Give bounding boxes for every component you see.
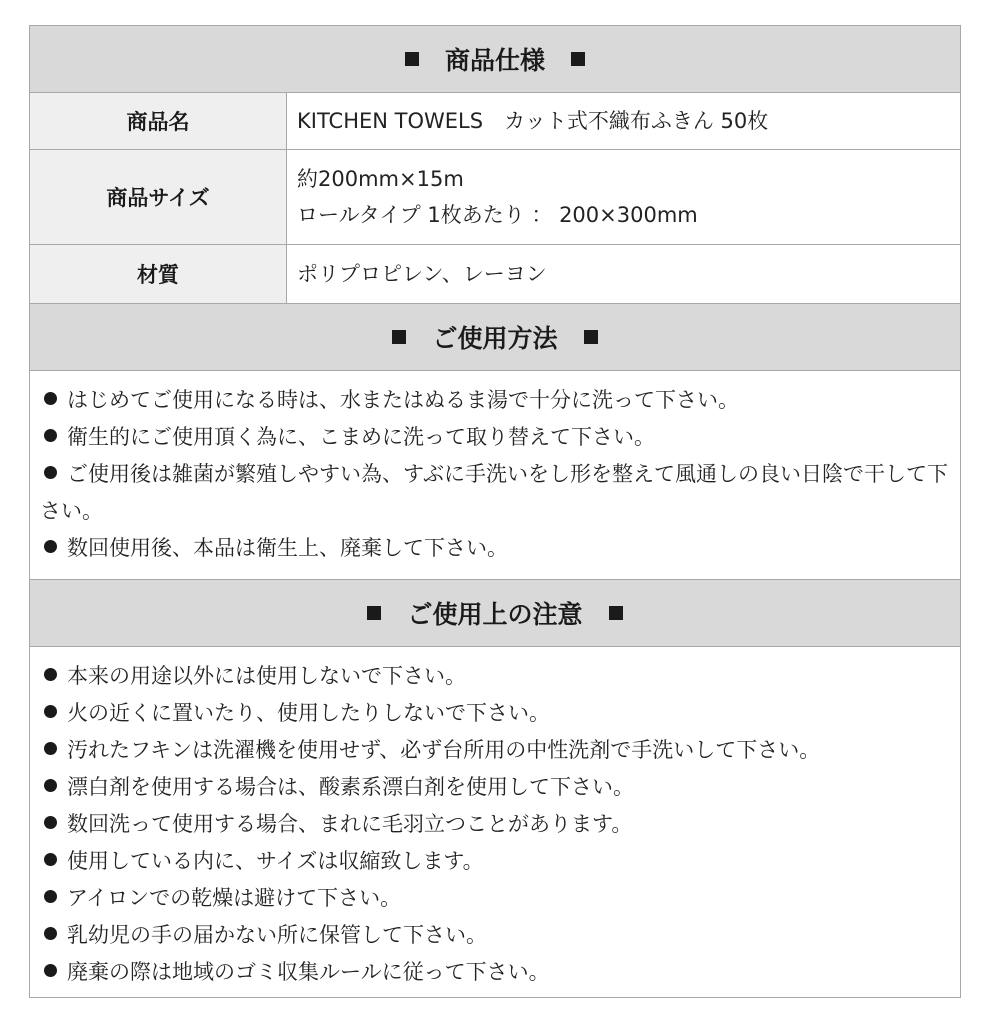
spec-value [287,245,960,303]
list-item [40,954,952,991]
bullet-dot-icon [44,964,57,977]
bullet-dot-icon [44,779,57,792]
usage-list [30,371,960,580]
bullet-dot-icon [44,927,57,940]
cautions-section-header [30,580,960,647]
bullet-dot-icon [44,429,57,442]
list-item [40,456,952,530]
list-item [40,769,952,806]
spec-label: 商品サイズ [30,150,287,244]
square-bullet-icon [609,606,623,620]
list-item-text: アイロンでの乾燥は避けて下さい。 [67,886,402,910]
list-item [40,658,952,695]
bullet-dot-icon [44,668,57,681]
usage-section-header [30,304,960,371]
spec-value [287,150,960,244]
list-item-text: 数回洗って使用する場合、まれに毛羽立つことがあります。 [67,812,633,836]
list-item [40,695,952,732]
list-item-text: 数回使用後、本品は衛生上、廃棄して下さい。 [67,536,508,560]
list-item-text: 汚れたフキンは洗濯機を使用せず、必ず台所用の中性洗剤で手洗いして下さい。 [67,738,821,762]
product-info-sheet [29,25,961,998]
list-item-text: 廃棄の際は地域のゴミ収集ルールに従って下さい。 [67,960,550,984]
list-item-text: 本来の用途以外には使用しないで下さい。 [67,664,466,688]
usage-section-title: ご使用方法 [432,324,558,353]
list-item [40,530,952,567]
list-item-text: 漂白剤を使用する場合は、酸素系漂白剤を使用して下さい。 [67,775,634,799]
bullet-dot-icon [44,392,57,405]
bullet-dot-icon [44,466,57,479]
list-item [40,917,952,954]
square-bullet-icon [405,52,419,66]
cautions-section-title: ご使用上の注意 [407,600,583,629]
list-item [40,382,952,419]
spec-value-line: 約200mm×15m [297,167,464,191]
spec-label: 材質 [30,245,287,303]
bullet-dot-icon [44,890,57,903]
bullet-dot-icon [44,853,57,866]
spec-row-product-size [30,150,960,245]
list-item-text: 衛生的にご使用頂く為に、こまめに洗って取り替えて下さい。 [67,425,655,449]
spec-label: 商品名 [30,93,287,149]
list-item-text: はじめてご使用になる時は、水またはぬるま湯で十分に洗って下さい。 [67,388,739,412]
bullet-dot-icon [44,742,57,755]
list-item [40,843,952,880]
list-item [40,880,952,917]
spec-value-line: KITCHEN TOWELS カット式不織布ふきん 50枚 [297,109,769,133]
list-item-text: 使用している内に、サイズは収縮致します。 [67,849,484,873]
spec-value-line: ロールタイプ 1枚あたり ： 200×300mm [297,203,698,227]
square-bullet-icon [571,52,585,66]
list-item [40,419,952,456]
list-item-text: 乳幼児の手の届かない所に保管して下さい。 [67,923,487,947]
spec-value-line: ポリプロピレン、レーヨン [297,262,547,286]
square-bullet-icon [584,330,598,344]
square-bullet-icon [367,606,381,620]
list-item [40,732,952,769]
bullet-dot-icon [44,705,57,718]
cautions-list [30,647,960,997]
spec-row-material [30,245,960,304]
bullet-dot-icon [44,540,57,553]
list-item-text: 火の近くに置いたり、使用したりしないで下さい。 [67,701,550,725]
bullet-dot-icon [44,816,57,829]
spec-section-header [30,26,960,93]
spec-row-product-name [30,93,960,150]
list-item [40,806,952,843]
spec-section-title: 商品仕様 [444,46,545,75]
square-bullet-icon [392,330,406,344]
list-item-text: ご使用後は雑菌が繁殖しやすい為、すぶに手洗いをし形を整えて風通しの良い日陰で干して下さい。 [40,462,948,523]
spec-value [287,93,960,149]
